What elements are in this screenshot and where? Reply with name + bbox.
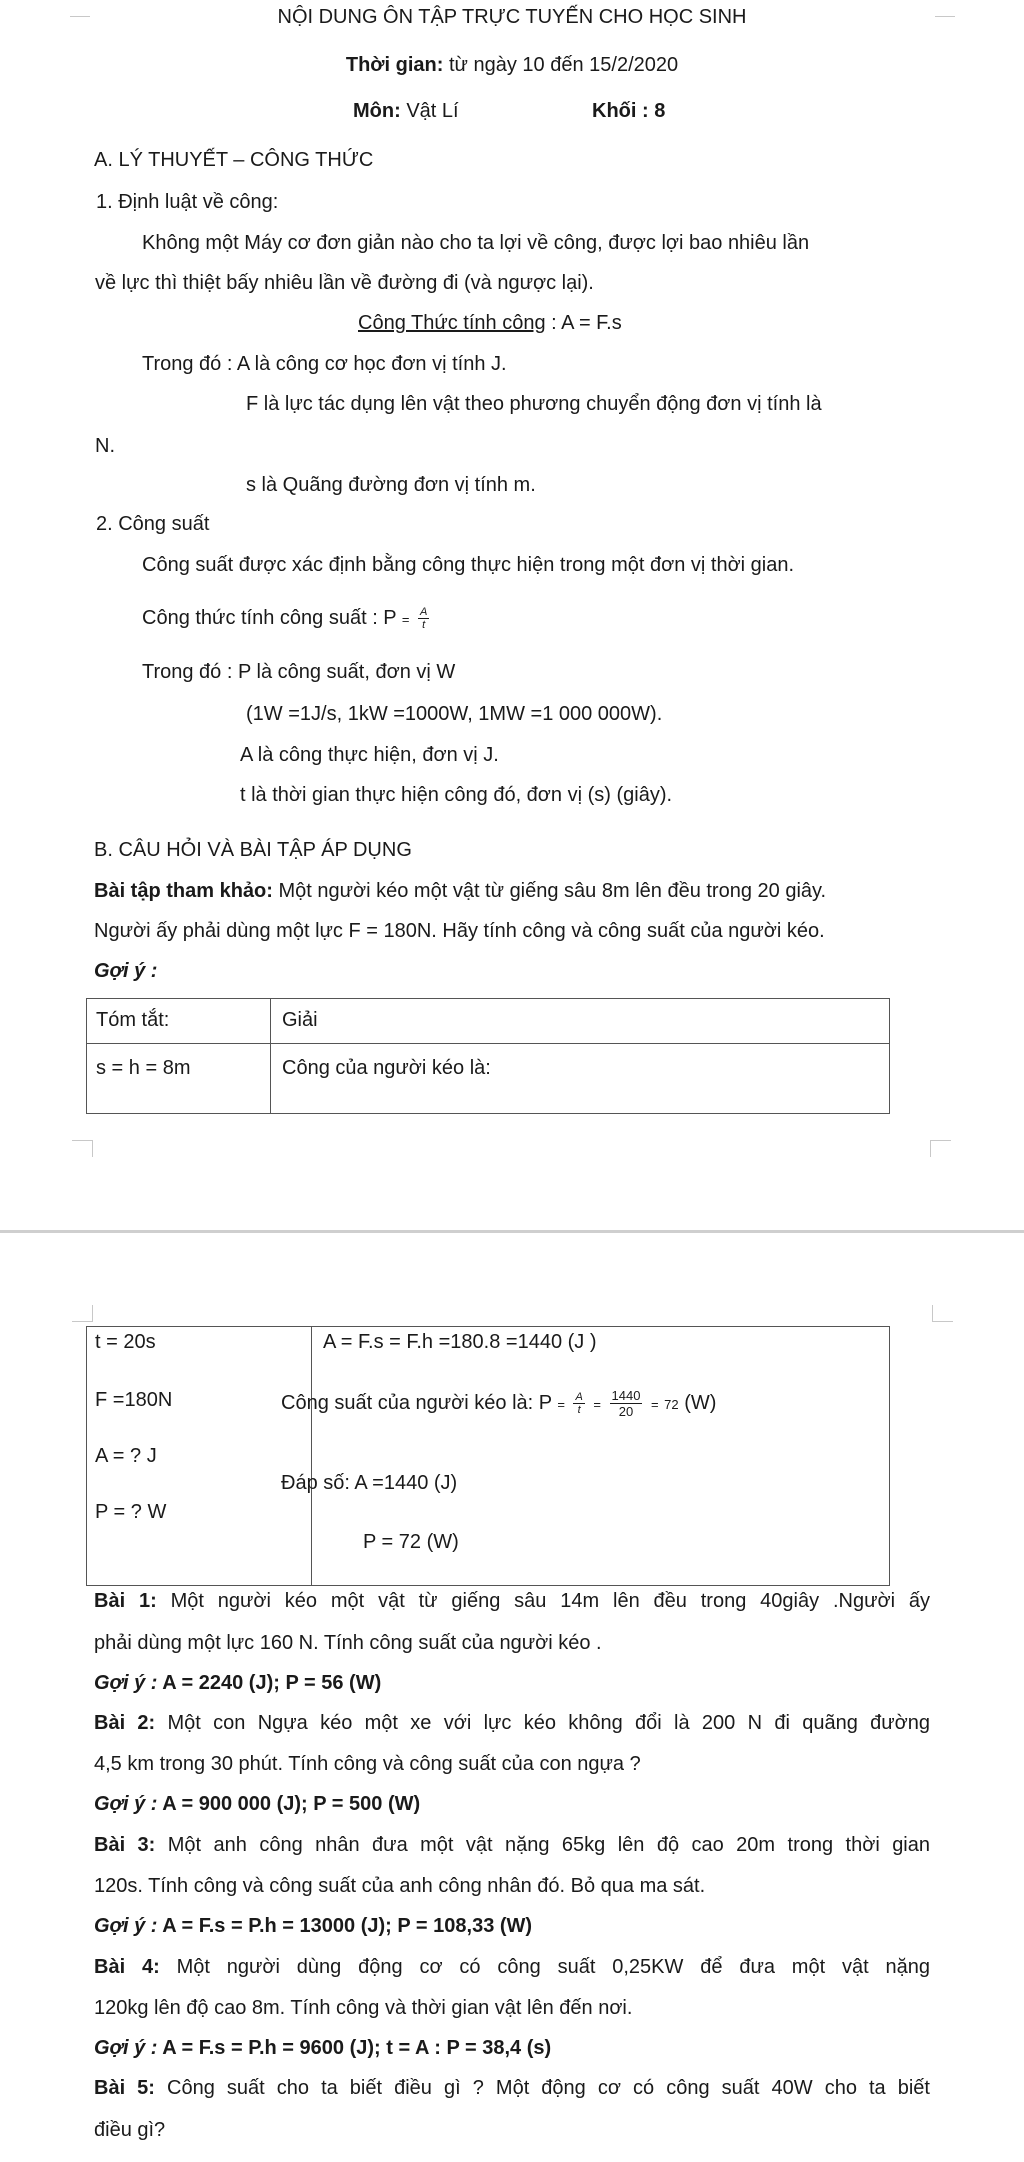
hint-label: Gợi ý :	[94, 1672, 158, 1694]
hint-label: Gợi ý :	[94, 2037, 158, 2059]
hint-label: Gợi ý :	[94, 1793, 158, 1815]
answer-work: Đáp số: A =1440 (J)	[281, 1472, 458, 1494]
grade-line	[592, 98, 665, 124]
exercise-1-label: Bài 1:	[94, 1590, 157, 1612]
given-time: t = 20s	[95, 1331, 156, 1353]
section-b-heading: B. CÂU HỎI VÀ BÀI TẬP ÁP DỤNG	[94, 839, 412, 861]
fraction-numerator: A	[575, 1391, 583, 1404]
fraction-denominator: t	[577, 1404, 581, 1417]
law-text-line1: Không một Máy cơ đơn giản nào cho ta lợi về công, được lợi bao nhiêu lần	[142, 232, 810, 254]
table-divider	[87, 1043, 889, 1044]
equals-sign: =	[593, 1397, 601, 1412]
exercise-3-text: Một anh công nhân đưa một vật nặng 65kg lên độ cao 20m trong thời gian	[155, 1834, 931, 1856]
power-formula	[142, 605, 432, 633]
exercise-4-hint	[94, 2035, 551, 2061]
document-title: NỘI DUNG ÔN TẬP TRỰC TUYẾN CHO HỌC SINH	[277, 6, 747, 28]
hint-label: Gợi ý :	[94, 1915, 158, 1937]
example-line2: Người ấy phải dùng một lực F = 180N. Hãy tính công và công suất của người kéo.	[94, 920, 825, 942]
equals-sign: =	[401, 612, 410, 627]
answer-power: P = 72 (W)	[363, 1531, 459, 1553]
exercise-4-line1	[94, 1954, 930, 1980]
exercise-2-label: Bài 2:	[94, 1712, 156, 1734]
equals-sign: =	[557, 1397, 565, 1412]
subject-label: Môn:	[353, 100, 401, 122]
table-divider	[270, 999, 271, 1113]
fraction-numerator: A	[420, 606, 428, 619]
power-formula-label: Công thức tính công suất : P	[142, 607, 397, 629]
power-where-3: A là công thực hiện, đơn vị J.	[240, 744, 499, 766]
power-calculation	[281, 1383, 716, 1425]
solution-table-part2	[86, 1326, 890, 1586]
hint-answer: A = 900 000 (J); P = 500 (W)	[157, 1793, 421, 1815]
hint-label: Gợi ý :	[94, 960, 158, 982]
power-definition: Công suất được xác định bằng công thực hiện trong một đơn vị thời gian.	[142, 554, 795, 576]
law-text-line2: về lực thì thiệt bấy nhiêu lần về đường đi (và ngược lại).	[95, 272, 594, 294]
hint-answer: A = F.s = P.h = 9600 (J); t = A : P = 38,4 (s)	[157, 2037, 552, 2059]
power-where-4: t là thời gian thực hiện công đó, đơn vị (s) (giây).	[240, 784, 673, 806]
work-formula-label: Công Thức tính công	[358, 312, 546, 334]
exercise-3-hint	[94, 1913, 532, 1939]
exercise-2-hint	[94, 1791, 420, 1817]
exercise-1-line1	[94, 1588, 930, 1614]
power-fraction	[418, 606, 429, 631]
example-line1	[94, 878, 826, 904]
work-formula-value: : A = F.s	[551, 312, 622, 334]
work-label: Công của người kéo là:	[282, 1057, 491, 1079]
given-force: F =180N	[95, 1389, 173, 1411]
time-label: Thời gian:	[345, 54, 444, 76]
page-corner-mark	[930, 1140, 951, 1157]
work-where-2: F là lực tác dụng lên vật theo phương chuyển động đơn vị tính là	[246, 393, 822, 415]
time-value: từ ngày 10 đến 15/2/2020	[448, 54, 679, 76]
example-text: Một người kéo một vật từ giếng sâu 8m lên đều trong 20 giây.	[272, 880, 827, 902]
solution-table-part1	[86, 998, 890, 1114]
power-fraction-symbolic	[573, 1391, 584, 1416]
power-heading: 2. Công suất	[96, 513, 210, 535]
page-corner-mark	[72, 1305, 93, 1322]
exercise-4-line2: 120kg lên độ cao 8m. Tính công và thời gian vật lên đến nơi.	[94, 1997, 633, 2019]
exercise-5-line2: điều gì?	[94, 2119, 166, 2141]
power-result-unit: (W)	[684, 1392, 717, 1414]
page-corner-mark	[72, 1140, 93, 1157]
work-where-1: Trong đó : A là công cơ học đơn vị tính J.	[142, 353, 507, 375]
exercise-1-text: Một người kéo một vật từ giếng sâu 14m lên đều trong 40giây .Người ấy	[156, 1590, 930, 1612]
work-where-2-cont: N.	[95, 435, 115, 457]
hint-answer: A = F.s = P.h = 13000 (J); P = 108,33 (W)	[157, 1915, 533, 1937]
exercise-3-label: Bài 3:	[94, 1834, 156, 1856]
exercise-4-text: Một người dùng động cơ có công suất 0,25KW để đưa một vật nặng	[159, 1956, 930, 1978]
equals-sign: =	[651, 1397, 659, 1412]
fraction-numerator: 1440	[611, 1388, 641, 1404]
example-label: Bài tập tham khảo:	[94, 880, 273, 902]
page-corner-mark	[932, 1305, 953, 1322]
exercise-5-line1	[94, 2075, 930, 2101]
given-distance: s = h = 8m	[96, 1057, 191, 1079]
work-calculation: A = F.s = F.h =180.8 =1440 (J )	[323, 1331, 597, 1353]
summary-header: Tóm tắt:	[96, 1009, 170, 1031]
exercise-3-line1	[94, 1832, 930, 1858]
power-where-1: Trong đó : P là công suất, đơn vị W	[142, 661, 456, 683]
page-break	[0, 1230, 1024, 1233]
exercise-2-line2: 4,5 km trong 30 phút. Tính công và công suất của con ngựa ?	[94, 1753, 641, 1775]
exercise-1-hint	[94, 1670, 381, 1696]
power-where-2: (1W =1J/s, 1kW =1000W, 1MW =1 000 000W).	[246, 703, 663, 725]
work-where-3: s là Quãng đường đơn vị tính m.	[246, 474, 536, 496]
exercise-5-text: Công suất cho ta biết điều gì ? Một động cơ có công suất 40W cho ta biết	[154, 2077, 930, 2099]
work-formula	[358, 310, 622, 336]
power-calc-label: Công suất của người kéo là: P	[281, 1392, 552, 1414]
section-a-heading: A. LÝ THUYẾT – CÔNG THỨC	[94, 149, 374, 171]
ask-work: A = ? J	[95, 1445, 157, 1467]
exercise-2-line1	[94, 1710, 930, 1736]
time-line	[0, 52, 1024, 78]
exercise-3-line2: 120s. Tính công và công suất của anh công nhân đó. Bỏ qua ma sát.	[94, 1875, 706, 1897]
fraction-denominator: 20	[618, 1404, 634, 1420]
grade-label: Khối :	[592, 100, 649, 122]
law-heading: 1. Định luật về công:	[96, 191, 279, 213]
hint-answer: A = 2240 (J); P = 56 (W)	[157, 1672, 382, 1694]
fraction-denominator: t	[422, 619, 426, 632]
exercise-1-line2: phải dùng một lực 160 N. Tính công suất của người kéo .	[94, 1632, 602, 1654]
subject-value: Vật Lí	[406, 100, 459, 122]
subject-line	[353, 98, 459, 124]
exercise-4-label: Bài 4:	[94, 1956, 160, 1978]
grade-value: 8	[654, 100, 666, 122]
solution-header: Giải	[282, 1009, 318, 1031]
exercise-2-text: Một con Ngựa kéo một xe với lực kéo không đổi là 200 N đi quãng đường	[155, 1712, 930, 1734]
ask-power: P = ? W	[95, 1501, 167, 1523]
power-result-value: 72	[664, 1397, 679, 1412]
exercise-5-label: Bài 5:	[94, 2077, 155, 2099]
power-fraction-numeric	[610, 1388, 643, 1419]
table-divider	[311, 1327, 312, 1585]
